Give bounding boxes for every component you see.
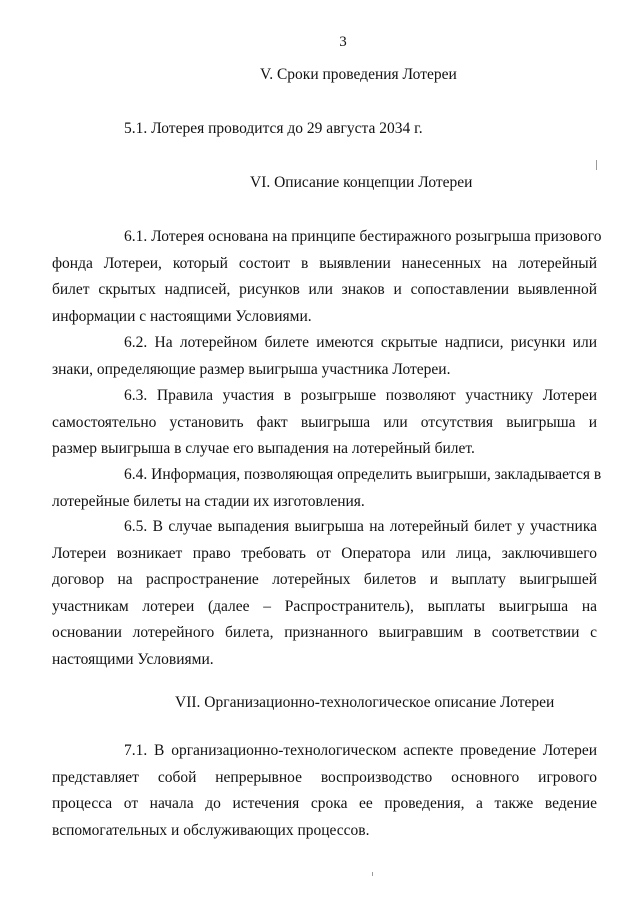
paragraph-6-5	[52, 514, 597, 673]
paragraph-6-4-line: 6.4. Информация, позволяющая определить выигрыши, закладывается в	[124, 466, 602, 483]
section-7-heading: VII. Организационно-технологическое описание Лотереи	[175, 694, 555, 711]
paragraph-6-5-line: участникам лотереи (далее – Распространитель), выплаты выигрыша на	[52, 597, 597, 615]
paragraph-7-1	[52, 738, 597, 844]
paragraph-6-1-line: 6.1. Лотерея основана на принципе бестиражного розыгрыша призового	[124, 228, 602, 245]
paragraph-6-3-line: 6.3. Правила участия в розыгрыше позволяют участнику Лотереи	[124, 387, 597, 404]
paragraph-7-1-line: 7.1. В организационно-технологическом аспекте проведение Лотереи	[124, 742, 597, 759]
paragraph-6-4-line: лотерейные билеты на стадии их изготовления.	[52, 492, 365, 510]
paragraph-6-5-line: основании лотерейного билета, признанного выигравшим в соответствии с	[52, 624, 597, 641]
paragraph-6-3-line: самостоятельно установить факт выигрыша или отсутствия выигрыша и	[52, 413, 597, 431]
paragraph-5-1: 5.1. Лотерея проводится до 29 августа 2034 г.	[124, 120, 423, 137]
paragraph-6-2-line: знаки, определяющие размер выигрыша участника Лотереи.	[52, 360, 451, 378]
section-5-heading: V. Сроки проведения Лотереи	[260, 66, 457, 83]
paragraph-7-1-line: вспомогательных и обслуживающих процессов.	[52, 821, 370, 839]
paragraph-6-5-line: 6.5. В случае выпадения выигрыша на лотерейный билет у участника	[124, 518, 597, 535]
scan-artifact	[372, 872, 373, 876]
paragraph-6-5-line: Лотереи возникает право требовать от Оператора или лица, заключившего	[52, 544, 597, 562]
paragraph-6-2-line: 6.2. На лотерейном билете имеются скрытые надписи, рисунки или	[124, 334, 597, 351]
paragraph-6-3	[52, 383, 597, 463]
paragraph-6-1-line: фонда Лотереи, который состоит в выявлении нанесенных на лотерейный	[52, 254, 597, 272]
paragraph-6-5-line: настоящими Условиями.	[52, 650, 214, 668]
paragraph-6-5-line: договор на распространение лотерейных билетов и выплату выигрышей	[52, 571, 597, 588]
scan-artifact	[596, 160, 597, 170]
paragraph-6-1-line: информации с настоящими Условиями.	[52, 307, 312, 325]
section-6-heading: VI. Описание концепции Лотереи	[250, 174, 473, 191]
paragraph-6-1-line: билет скрытых надписей, рисунков или знаков и сопоставлении выявленной	[52, 281, 597, 298]
paragraph-7-1-line: представляет собой непрерывное воспроизводство основного игрового	[52, 768, 597, 786]
page-number: 3	[339, 34, 347, 50]
paragraph-7-1-line: процесса от начала до истечения срока ее проведения, а также ведение	[52, 795, 597, 812]
paragraph-6-2	[52, 330, 597, 383]
paragraph-6-3-line: размер выигрыша в случае его выпадения на лотерейный билет.	[52, 440, 475, 457]
paragraph-6-1	[52, 224, 602, 330]
paragraph-6-4	[52, 462, 602, 515]
